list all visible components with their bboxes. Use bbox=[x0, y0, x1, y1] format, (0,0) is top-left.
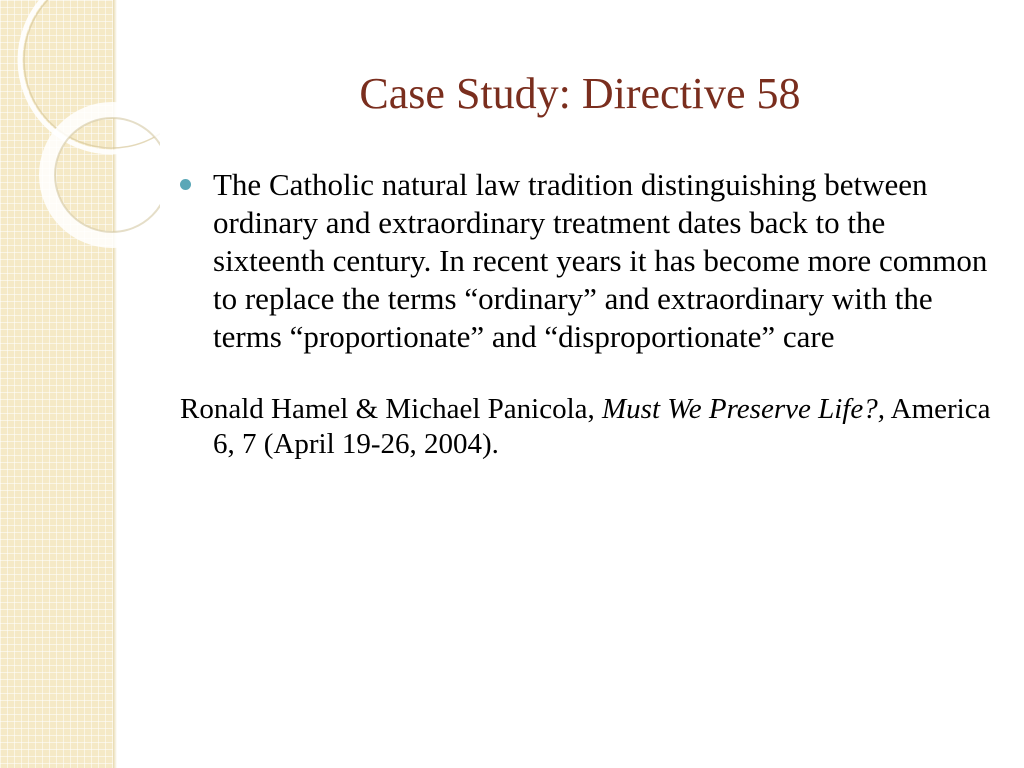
decorative-rings bbox=[0, 0, 160, 260]
citation-authors: Ronald Hamel & Michael Panicola, bbox=[180, 393, 603, 425]
slide-title: Case Study: Directive 58 bbox=[359, 69, 801, 118]
ring-small bbox=[47, 110, 160, 240]
slide-content bbox=[180, 166, 1000, 462]
citation bbox=[180, 392, 1000, 462]
citation-source: America 6, 7 (April 19-26, 2004). bbox=[213, 393, 991, 460]
bullet-text: The Catholic natural law tradition distinguishing between ordinary and extraordinary treatment dates back to the sixteenth century. In recent years it has become more common to replace the terms “ordinary” and extraordinary with the terms “proportionate” and “disproportionate” care bbox=[213, 167, 988, 354]
bullet-dot-icon bbox=[180, 179, 191, 190]
citation-work-title: Must We Preserve Life?, bbox=[602, 393, 885, 425]
ring-small-inner bbox=[55, 118, 160, 232]
bullet-item bbox=[180, 166, 1000, 356]
ring-large bbox=[20, 0, 160, 152]
